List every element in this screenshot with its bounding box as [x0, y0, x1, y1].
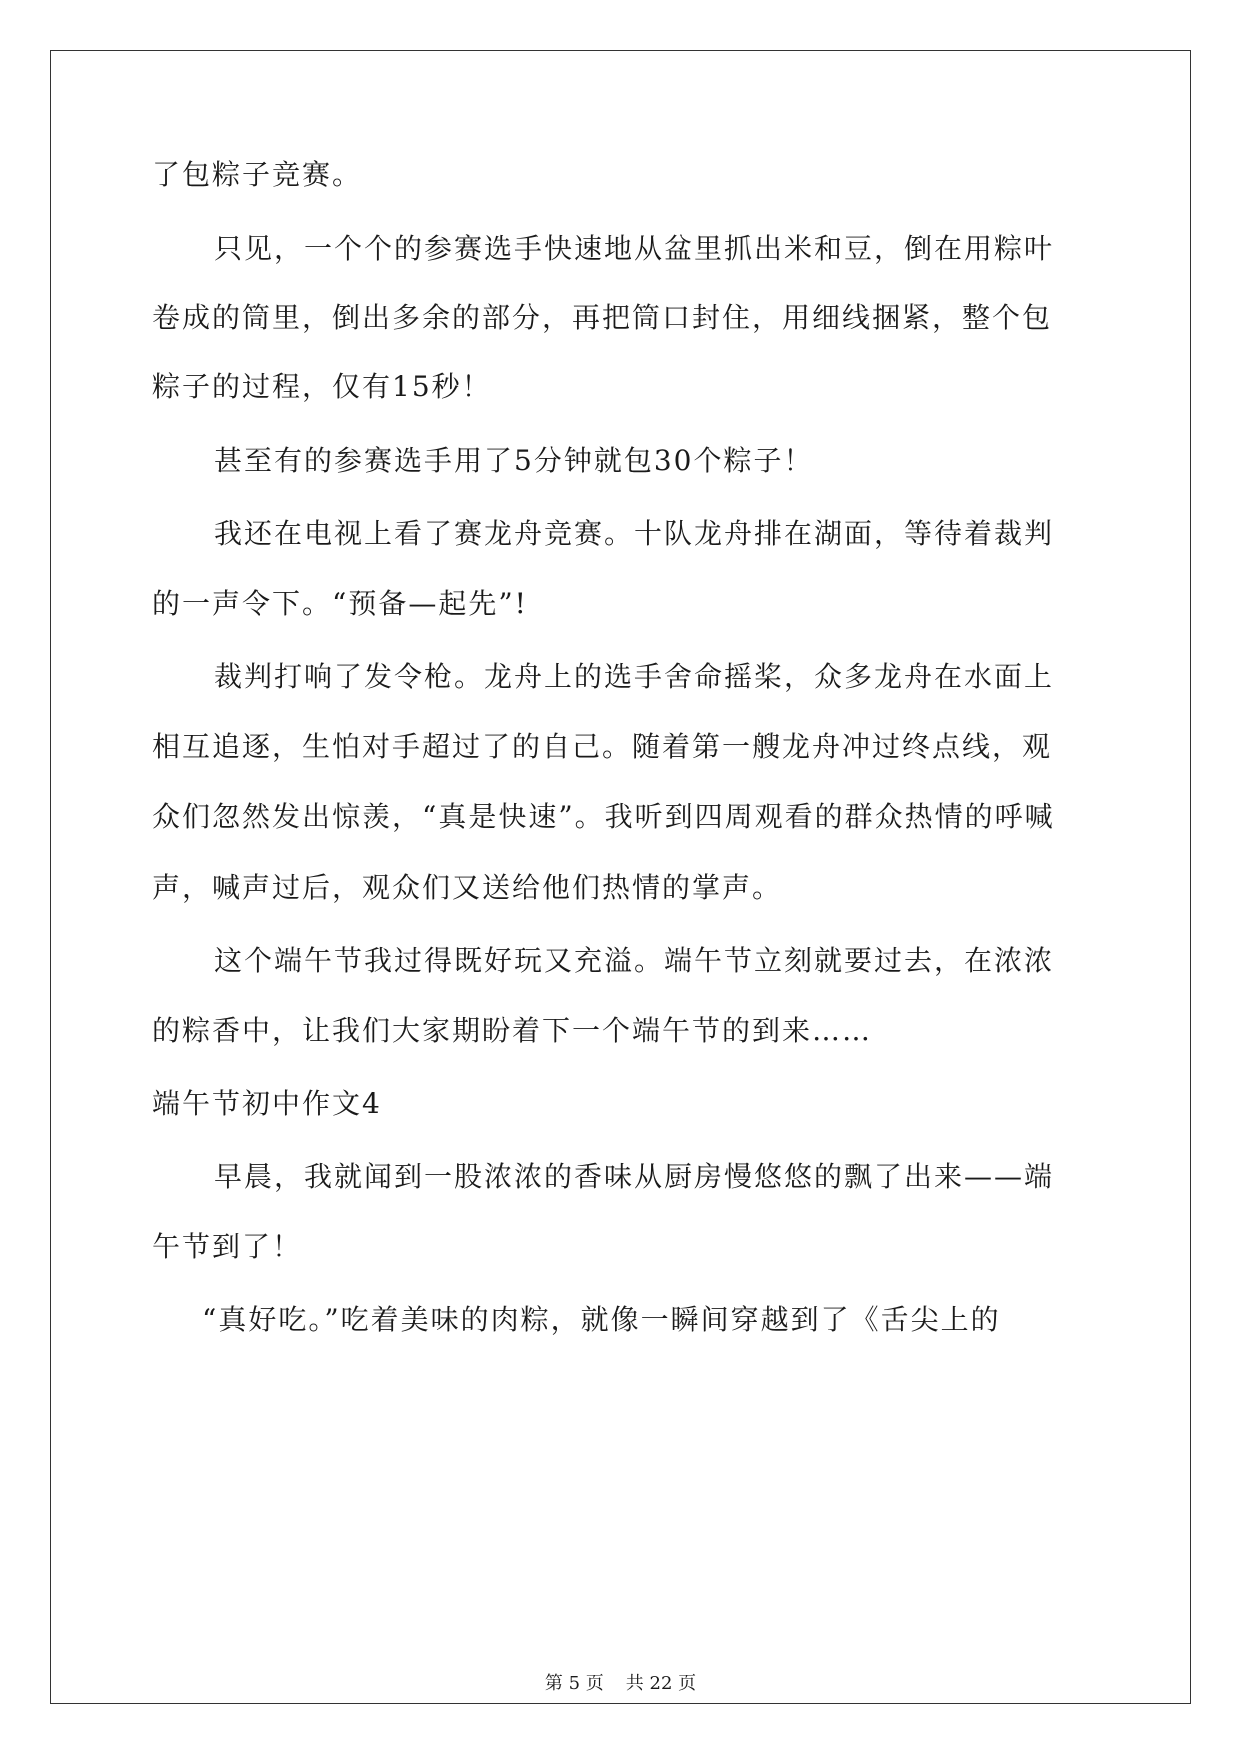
page-number-label: 第 5 页	[544, 1673, 604, 1694]
text-line: 卷成的筒里，倒出多余的部分，再把筒口封住，用细线捆紧，整个包	[152, 301, 1053, 334]
text-line: 了包粽子竞赛。	[152, 158, 363, 191]
page-footer	[0, 1672, 1241, 1696]
text-line: 我还在电视上看了赛龙舟竞赛。十队龙舟排在湖面，等待着裁判	[214, 517, 1055, 550]
section-heading: 端午节初中作文4	[152, 1087, 382, 1120]
text-line: 这个端午节我过得既好玩又充溢。端午节立刻就要过去，在浓浓	[214, 944, 1055, 977]
text-line: 粽子的过程，仅有15秒！	[152, 370, 492, 403]
text-line: 只见，一个个的参赛选手快速地从盆里抓出米和豆，倒在用粽叶	[214, 232, 1055, 265]
text-line: 早晨，我就闻到一股浓浓的香味从厨房慢悠悠的飘了出来——端	[214, 1160, 1055, 1193]
text-line: 甚至有的参赛选手用了5分钟就包30个粽子！	[214, 444, 814, 477]
text-line: 的一声令下。“预备—起先”!	[152, 587, 528, 620]
text-line: 相互追逐，生怕对手超过了的自己。随着第一艘龙舟冲过终点线，观	[152, 730, 1053, 763]
text-line: “真好吃。”吃着美味的肉粽，就像一瞬间穿越到了《舌尖上的	[202, 1303, 1001, 1336]
text-line: 裁判打响了发令枪。龙舟上的选手舍命摇桨，众多龙舟在水面上	[214, 660, 1055, 693]
page-total-label: 共 22 页	[625, 1673, 697, 1694]
text-line: 的粽香中，让我们大家期盼着下一个端午节的到来……	[152, 1014, 873, 1047]
text-line: 声，喊声过后，观众们又送给他们热情的掌声。	[152, 871, 783, 904]
text-line: 众们忽然发出惊羡，“真是快速”。我听到四周观看的群众热情的呼喊	[152, 800, 1055, 833]
text-line: 午节到了！	[152, 1230, 303, 1263]
